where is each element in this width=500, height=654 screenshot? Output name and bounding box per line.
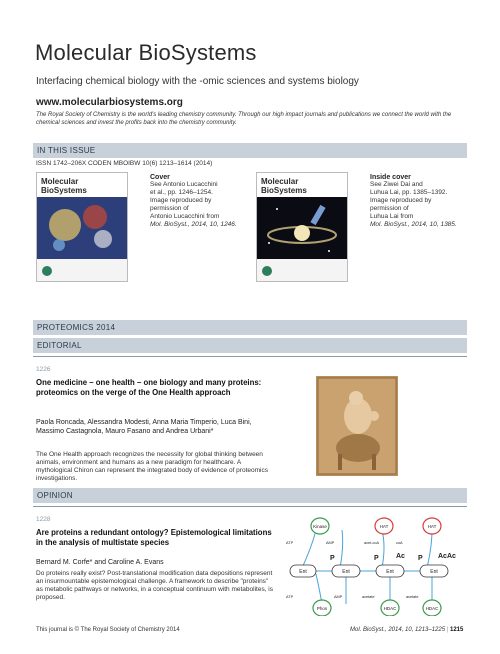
diagram-p-2: P <box>374 555 379 562</box>
diagram-ent-c: Ent <box>386 569 394 575</box>
footer-copyright: This journal is © The Royal Society of Chemistry 2014 <box>36 627 180 633</box>
diagram-atp-2: ATP <box>286 595 294 599</box>
diagram-p-3: P <box>418 555 423 562</box>
cover-desc-2: et al., pp. 1246–1254. <box>150 189 213 196</box>
opinion-page-number[interactable]: 1228 <box>36 516 51 523</box>
cover-thumbnail[interactable] <box>36 172 128 282</box>
ptm-network-diagram <box>282 516 468 616</box>
footer-citation-text: Mol. BioSyst., 2014, 10, 1213–1225 <box>350 627 446 633</box>
diagram-kinase-label: Kinase <box>313 524 327 529</box>
diagram-ac: Ac <box>396 553 405 560</box>
inside-cover-thumbnail[interactable] <box>256 172 348 282</box>
opinion-rule <box>33 506 467 507</box>
editorial-graphic <box>316 376 398 476</box>
diagram-atp-1: ATP <box>286 541 294 545</box>
diagram-hat-label-2: HAT <box>427 524 437 529</box>
diagram-ent-b: Ent <box>342 569 350 575</box>
diagram-acetylcoa: acet-coA <box>364 541 379 545</box>
inside-cover-thumb-title-1: Molecular <box>261 177 299 186</box>
inside-cover-desc-1: See Ziwei Dai and <box>370 181 423 188</box>
diagram-hdac-label: HDAC <box>383 606 397 611</box>
inside-cover-desc-6: Mol. BioSyst., 2014, 10, 1385. <box>370 221 457 228</box>
inside-cover-desc-4: permission of <box>370 205 409 212</box>
diagram-hdac-label-2: HDAC <box>425 606 439 611</box>
editorial-abstract: The One Health approach recognizes the necessity for global thinking between animals, environment and humans as a new paradigm for healthcare. A mythological Chiron can represent the integrated body of evidence of proteomics investigations. <box>36 451 268 482</box>
diagram-acac: AcAc <box>438 553 456 560</box>
inside-cover-image <box>257 173 347 281</box>
in-this-issue-heading: IN THIS ISSUE <box>33 143 467 158</box>
diagram-ent-a: Ent <box>299 569 307 575</box>
cover-label: Cover <box>150 174 170 181</box>
editorial-page-number[interactable]: 1226 <box>36 366 51 373</box>
rsc-statement: The Royal Society of Chemistry is the world's leading chemistry community. Through our high impact journals and publications we connect the world with the chemical sciences and invest the profits back into the chemistry community. <box>36 112 452 126</box>
diagram-acetate-1: acetate <box>362 595 375 599</box>
inside-cover-thumb-title-2: BioSystems <box>261 186 307 195</box>
inside-cover-label: Inside cover <box>370 174 411 181</box>
cover-desc-5: Antonio Lucacchini from <box>150 213 220 220</box>
footer-citation: Mol. BioSyst., 2014, 10, 1213–1225 | 1215 <box>350 627 464 633</box>
cover-desc-1: See Antonio Lucacchini <box>150 181 218 188</box>
inside-cover-desc-2: Luhua Lai, pp. 1385–1392. <box>370 189 448 196</box>
section-proteomics: PROTEOMICS 2014 <box>33 320 467 335</box>
journal-url[interactable]: www.molecularbiosystems.org <box>36 97 183 108</box>
journal-subtitle: Interfacing chemical biology with the -omic sciences and systems biology <box>36 76 359 87</box>
opinion-title[interactable]: Are proteins a redundant ontology? Epistemological limitations in the analysis of multistate species <box>36 528 272 547</box>
section-opinion: OPINION <box>33 488 467 503</box>
inside-cover-desc-3: Image reproduced by <box>370 197 432 204</box>
cover-thumb-title-1: Molecular <box>41 177 79 186</box>
diagram-hat-label: HAT <box>379 524 389 529</box>
diagram-amp-2: AMP <box>334 595 343 599</box>
cover-thumb-title-2: BioSystems <box>41 186 87 195</box>
diagram-coa: coA <box>396 541 403 545</box>
diagram-phosphatase-label: Phos <box>316 606 328 611</box>
journal-title: Molecular BioSystems <box>35 40 257 65</box>
cover-desc-6: Mol. BioSyst., 2014, 10, 1246. <box>150 221 237 228</box>
opinion-diagram <box>282 516 468 616</box>
diagram-p-1: P <box>330 555 335 562</box>
editorial-title[interactable]: One medicine – one health – one biology and many proteins: proteomics on the verge of the One Health approach <box>36 378 262 397</box>
cover-desc-4: permission of <box>150 205 189 212</box>
inside-cover-desc-5: Luhua Lai from <box>370 213 414 220</box>
cover-image <box>37 173 127 281</box>
issn-line: ISSN 1742–206X CODEN MBOIBW 10(6) 1213–1614 (2014) <box>36 160 213 167</box>
diagram-ent-d: Ent <box>430 569 438 575</box>
diagram-amp-1: AMP <box>326 541 335 545</box>
opinion-authors: Bernard M. Corfe* and Caroline A. Evans <box>36 559 164 566</box>
opinion-abstract: Do proteins really exist? Post-translational modification data depositions represent an insurmountable epistemological challenge. A framework to describe "proteins" as metabolic pathways or networks, in a conceptual continuum with metabolites, is proposed. <box>36 570 274 601</box>
chiron-painting-image <box>316 376 398 476</box>
editorial-rule <box>33 356 467 357</box>
section-editorial: EDITORIAL <box>33 338 467 353</box>
cover-desc-3: Image reproduced by <box>150 197 212 204</box>
footer-page-number: 1215 <box>449 627 464 633</box>
diagram-acetate-2: acetate <box>406 595 419 599</box>
editorial-authors: Paola Roncada, Alessandra Modesti, Anna Maria Timperio, Luca Bini, Massimo Castagnola, Mauro Fasano and Andrea Urbani* <box>36 419 252 435</box>
